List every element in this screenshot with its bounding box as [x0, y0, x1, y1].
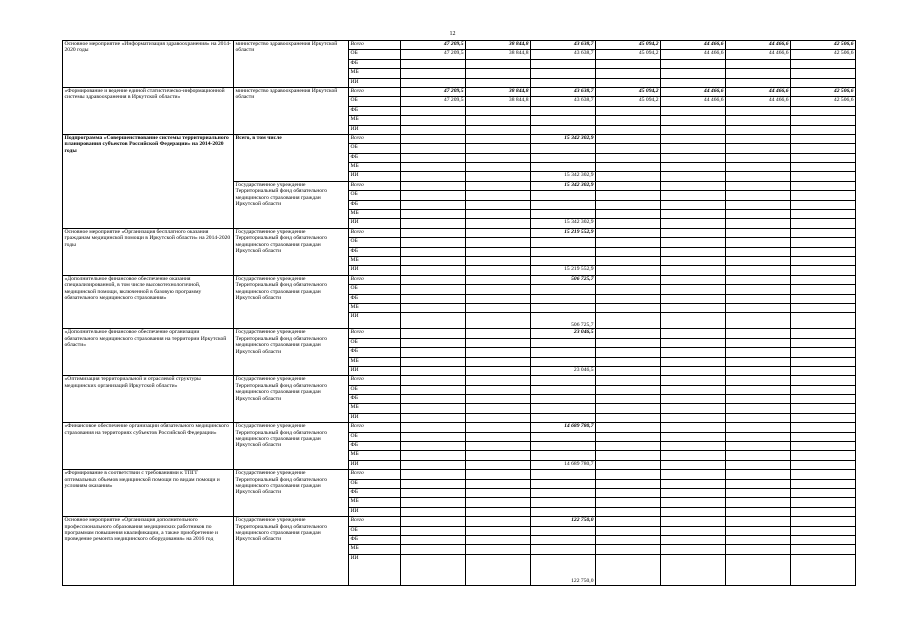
measure-name: «Формирование и ведение единой статистическо-информационной системы здравоохранения в Иркутской области» — [63, 87, 234, 134]
source-type: ОБ — [349, 50, 401, 59]
value-cell: 42 506,6 — [791, 97, 856, 106]
source-type: МБ — [349, 116, 401, 125]
source-type: ИИ — [349, 266, 401, 275]
value-cell: 38 844,8 — [466, 87, 531, 96]
value-cell: 45 094,2 — [596, 50, 661, 59]
source-type: ФБ — [349, 59, 401, 68]
value-cell: 15 342 302,9 — [531, 219, 596, 228]
source-type: ИИ — [349, 413, 401, 422]
source-type: Всего — [349, 41, 401, 50]
subprogram-name: Подпрограмма «Совершенствование системы территориального планирования субъектов Российской Федерации» на 2014-2020 годы — [63, 134, 234, 228]
source-type: ИИ — [349, 460, 401, 469]
value-cell: 47 209,5 — [401, 87, 466, 96]
value-cell: 47 209,5 — [401, 41, 466, 50]
source-type: ФБ — [349, 442, 401, 451]
measure-name: «Дополнительное финансовое обеспечение организации обязательного медицинского страхования на территории Иркутской области» — [63, 329, 234, 376]
value-cell: 38 844,8 — [466, 97, 531, 106]
source-type: ИИ — [349, 507, 401, 516]
measure-name: «Финансовое обеспечение организации обязательного медицинского страхования на территориях субъектов Российской Федерации» — [63, 423, 234, 470]
source-type: ОБ — [349, 432, 401, 441]
source-type: МБ — [349, 357, 401, 366]
measure-name: «Оптимизация территориальной и отраслевой структуры медицинских организаций Иркутской области» — [63, 376, 234, 423]
table-row — [63, 329, 856, 338]
value-cell: 15 342 302,9 — [531, 181, 596, 190]
source-type: ФБ — [349, 488, 401, 497]
source-type: ОБ — [349, 144, 401, 153]
measure-name: Основное мероприятие «Организация бесплатного оказания гражданам медицинской помощи в Иркутской области» на 2014-2020 годы — [63, 228, 234, 275]
value-cell: 44 466,6 — [726, 87, 791, 96]
value-cell: 23 046,5 — [531, 329, 596, 338]
source-type: ИИ — [349, 554, 401, 585]
value-cell: 45 094,2 — [596, 97, 661, 106]
table-row — [63, 376, 856, 385]
source-type: ФБ — [349, 348, 401, 357]
source-type: Всего — [349, 470, 401, 479]
measure-name: «Формирование в соответствии с требованиями к ТПГГ оптимальных объемов медицинской помощи по видам помощи и условиям оказания» — [63, 470, 234, 517]
source-type: ОБ — [349, 479, 401, 488]
source-type: Всего — [349, 376, 401, 385]
source-type: МБ — [349, 163, 401, 172]
source-type: ОБ — [349, 338, 401, 347]
measure-name: Основное мероприятие «Информатизация здравоохранения» на 2014-2020 годы — [63, 41, 234, 88]
executor: Государственное учреждение Территориальный фонд обязательного медицинского страхования граждан Иркутской области — [234, 470, 349, 517]
value-cell: 44 466,6 — [661, 87, 726, 96]
value-cell: 47 209,5 — [401, 50, 466, 59]
source-type: МБ — [349, 451, 401, 460]
source-type: Всего — [349, 87, 401, 96]
table-row — [63, 423, 856, 432]
table-row — [63, 134, 856, 143]
value-cell: 14 689 780,7 — [531, 460, 596, 469]
source-type: ФБ — [349, 106, 401, 115]
value-cell: 45 094,2 — [596, 87, 661, 96]
source-type: Всего — [349, 517, 401, 526]
source-type: ФБ — [349, 535, 401, 544]
value-cell: 42 506,6 — [791, 50, 856, 59]
source-type: ИИ — [349, 366, 401, 375]
source-type: Всего — [349, 275, 401, 284]
value-cell: 43 638,7 — [531, 41, 596, 50]
value-cell: 44 466,6 — [661, 97, 726, 106]
executor: Государственное учреждение Территориальный фонд обязательного медицинского страхования граждан Иркутской области — [234, 275, 349, 329]
measure-name: Основное мероприятие «Организация дополнительного профессионального образования медицинских работников по программам повышения квалификации, а также приобретение и проведение ремонта медицинского оборудования» на 2016 год — [63, 517, 234, 586]
value-cell: 14 689 780,7 — [531, 423, 596, 432]
source-type: МБ — [349, 498, 401, 507]
source-type: МБ — [349, 303, 401, 312]
executor: Государственное учреждение Территориальный фонд обязательного медицинского страхования граждан Иркутской области — [234, 376, 349, 423]
table-row — [63, 41, 856, 50]
table-row — [63, 470, 856, 479]
source-type: ОБ — [349, 385, 401, 394]
executor: министерство здравоохранения Иркутской области — [234, 87, 349, 134]
source-type: Всего — [349, 423, 401, 432]
executor: Всего, в том числе — [234, 134, 349, 181]
value-cell: 15 219 552,9 — [531, 266, 596, 275]
value-cell: 506 725,7 — [531, 313, 596, 329]
executor: Государственное учреждение Территориальный фонд обязательного медицинского страхования граждан Иркутской области — [234, 181, 349, 228]
source-type: МБ — [349, 210, 401, 219]
value-cell: 45 094,2 — [596, 41, 661, 50]
value-cell: 15 342 302,9 — [531, 134, 596, 143]
source-type: ФБ — [349, 395, 401, 404]
executor: Государственное учреждение Территориальный фонд обязательного медицинского страхования граждан Иркутской области — [234, 423, 349, 470]
source-type: ФБ — [349, 247, 401, 256]
executor: Государственное учреждение Территориальный фонд обязательного медицинского страхования граждан Иркутской области — [234, 228, 349, 275]
value-cell: 15 342 302,9 — [531, 172, 596, 181]
source-type: МБ — [349, 256, 401, 265]
value-cell: 15 219 552,9 — [531, 228, 596, 237]
source-type: ОБ — [349, 285, 401, 294]
value-cell: 43 638,7 — [531, 87, 596, 96]
source-type: ОБ — [349, 526, 401, 535]
value-cell: 44 466,6 — [661, 41, 726, 50]
source-type: ИИ — [349, 172, 401, 181]
source-type: ФБ — [349, 153, 401, 162]
source-type: ФБ — [349, 294, 401, 303]
budget-table — [62, 40, 856, 586]
executor: Государственное учреждение Территориальный фонд обязательного медицинского страхования граждан Иркутской области — [234, 517, 349, 586]
value-cell: 44 466,6 — [726, 97, 791, 106]
value-cell: 38 844,8 — [466, 41, 531, 50]
source-type: Всего — [349, 329, 401, 338]
value-cell: 38 844,8 — [466, 50, 531, 59]
source-type: ИИ — [349, 313, 401, 329]
value-cell: 43 638,7 — [531, 97, 596, 106]
source-type: Всего — [349, 134, 401, 143]
value-cell: 506 725,7 — [531, 275, 596, 284]
source-type: Всего — [349, 228, 401, 237]
source-type: ОБ — [349, 191, 401, 200]
source-type: ФБ — [349, 200, 401, 209]
value-cell: 44 466,6 — [726, 41, 791, 50]
page-number: 12 — [449, 31, 456, 37]
value-cell: 44 466,6 — [661, 50, 726, 59]
table-row — [63, 228, 856, 237]
source-type: МБ — [349, 545, 401, 554]
table-row — [63, 275, 856, 284]
value-cell: 47 209,5 — [401, 97, 466, 106]
value-cell: 23 046,5 — [531, 366, 596, 375]
source-type: ИИ — [349, 219, 401, 228]
value-cell: 44 466,6 — [726, 50, 791, 59]
source-type: ИИ — [349, 125, 401, 134]
value-cell: 43 638,7 — [531, 50, 596, 59]
source-type: ОБ — [349, 238, 401, 247]
source-type: ОБ — [349, 97, 401, 106]
source-type: ИИ — [349, 78, 401, 87]
value-cell: 42 506,6 — [791, 41, 856, 50]
value-cell: 122 750,0 — [531, 554, 596, 585]
measure-name: «Дополнительное финансовое обеспечение оказания специализированной, в том числе высокотехнологичной, медицинской помощи, включенной в базовую программу обязательного медицинского страхования» — [63, 275, 234, 329]
executor: Государственное учреждение Территориальный фонд обязательного медицинского страхования граждан Иркутской области — [234, 329, 349, 376]
source-type: МБ — [349, 69, 401, 78]
table-row — [63, 87, 856, 96]
source-type: МБ — [349, 404, 401, 413]
executor: министерство здравоохранения Иркутской области — [234, 41, 349, 88]
value-cell: 42 506,6 — [791, 87, 856, 96]
source-type: Всего — [349, 181, 401, 190]
table-row — [63, 517, 856, 526]
value-cell: 122 750,0 — [531, 517, 596, 526]
